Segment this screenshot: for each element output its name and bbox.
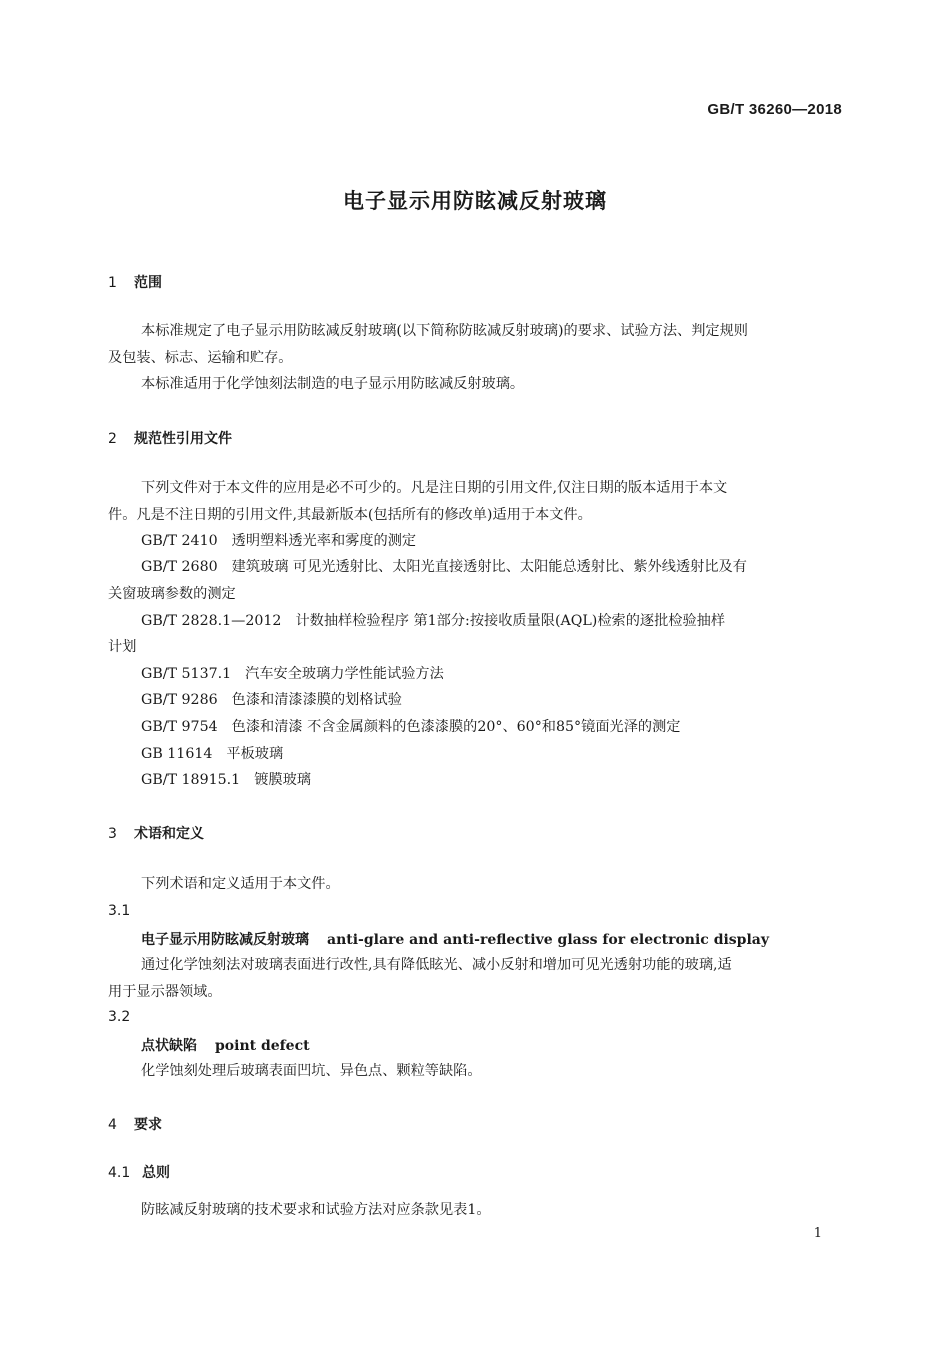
reference-code: GB/T 2828.1—2012 — [141, 613, 282, 629]
references-intro-line: 下列文件对于本文件的应用是必不可少的。凡是注日期的引用文件,仅注日期的版本适用于本文 — [141, 480, 728, 496]
reference-title: 色漆和清漆漆膜的划格试验 — [231, 692, 402, 708]
section-number: 4 — [108, 1117, 117, 1133]
general-paragraph: 防眩减反射玻璃的技术要求和试验方法对应条款见表1。 — [141, 1202, 491, 1218]
term-number: 3.1 — [108, 903, 131, 919]
reference-item — [141, 770, 311, 790]
reference-title: 镀膜玻璃 — [254, 772, 311, 788]
scope-paragraph: 本标准适用于化学蚀刻法制造的电子显示用防眩减反射玻璃。 — [141, 376, 525, 392]
reference-title: 计数抽样检验程序 第1部分:按接收质量限(AQL)检索的逐批检验抽样 — [295, 613, 726, 629]
section-2-heading — [108, 428, 232, 448]
reference-title: 平板玻璃 — [226, 746, 284, 762]
section-number: 1 — [108, 275, 117, 291]
scope-paragraph-line: 本标准规定了电子显示用防眩减反射玻璃(以下简称防眩减反射玻璃)的要求、试验方法、判定规则 — [141, 323, 748, 339]
reference-item — [141, 611, 725, 631]
section-number: 3 — [108, 826, 117, 842]
section-title: 要求 — [134, 1117, 162, 1133]
section-1-heading — [108, 272, 162, 292]
reference-code: GB 11614 — [141, 746, 213, 762]
reference-item — [141, 557, 747, 577]
terms-intro: 下列术语和定义适用于本文件。 — [141, 876, 340, 892]
section-4-heading — [108, 1114, 162, 1134]
reference-code: GB/T 18915.1 — [141, 772, 241, 788]
reference-item — [141, 690, 402, 710]
reference-code: GB/T 9286 — [141, 692, 218, 708]
term-heading — [141, 1035, 310, 1055]
reference-title: 建筑玻璃 可见光透射比、太阳光直接透射比、太阳能总透射比、紫外线透射比及有 — [231, 559, 747, 575]
section-title: 范围 — [134, 275, 162, 291]
subsection-number: 4.1 — [108, 1165, 131, 1181]
reference-continuation: 关窗玻璃参数的测定 — [108, 586, 236, 602]
reference-item — [141, 717, 680, 737]
standard-number: GB/T 36260—2018 — [707, 101, 842, 118]
term-definition-line: 用于显示器领域。 — [108, 984, 222, 1000]
reference-title: 透明塑料透光率和雾度的测定 — [231, 533, 417, 549]
section-3-heading — [108, 823, 204, 843]
term-english: point defect — [215, 1038, 310, 1054]
term-chinese: 电子显示用防眩减反射玻璃 — [141, 932, 309, 948]
references-intro-line: 件。凡是不注日期的引用文件,其最新版本(包括所有的修改单)适用于本文件。 — [108, 507, 592, 523]
section-title: 规范性引用文件 — [134, 431, 232, 447]
term-heading — [141, 929, 769, 949]
reference-item — [141, 531, 416, 551]
subsection-title: 总则 — [142, 1165, 170, 1181]
term-number: 3.2 — [108, 1009, 131, 1025]
section-number: 2 — [108, 431, 117, 447]
scope-paragraph-line: 及包装、标志、运输和贮存。 — [108, 350, 293, 366]
reference-code: GB/T 2410 — [141, 533, 218, 549]
reference-code: GB/T 5137.1 — [141, 666, 232, 682]
reference-code: GB/T 9754 — [141, 719, 218, 735]
reference-item — [141, 744, 283, 764]
reference-continuation: 计划 — [108, 639, 137, 655]
term-definition: 化学蚀刻处理后玻璃表面凹坑、异色点、颗粒等缺陷。 — [141, 1063, 482, 1079]
reference-item — [141, 664, 444, 684]
document-title: 电子显示用防眩减反射玻璃 — [343, 189, 607, 213]
term-chinese: 点状缺陷 — [141, 1038, 197, 1054]
term-definition-line: 通过化学蚀刻法对玻璃表面进行改性,具有降低眩光、减小反射和增加可见光透射功能的玻璃,适 — [141, 957, 732, 973]
subsection-4-1-heading — [108, 1162, 170, 1182]
section-title: 术语和定义 — [134, 826, 204, 842]
reference-code: GB/T 2680 — [141, 559, 218, 575]
reference-title: 色漆和清漆 不含金属颜料的色漆漆膜的20°、60°和85°镜面光泽的测定 — [231, 719, 681, 735]
reference-title: 汽车安全玻璃力学性能试验方法 — [245, 666, 444, 682]
term-english: anti-glare and anti-reflective glass for electronic display — [327, 932, 769, 948]
page-number: 1 — [813, 1226, 822, 1241]
